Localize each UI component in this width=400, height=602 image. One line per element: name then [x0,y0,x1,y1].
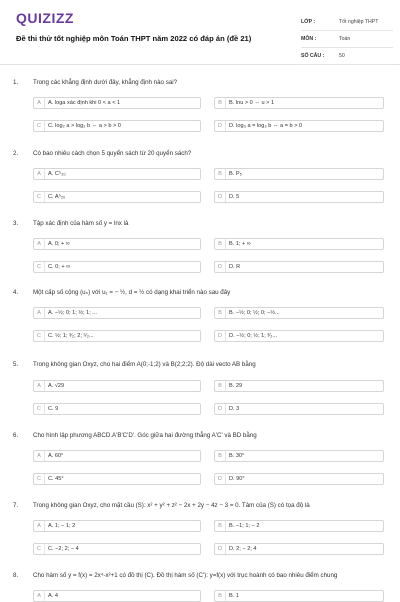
option-letter: B [215,521,226,531]
question-text: Có bao nhiêu cách chọn 5 quyển sách từ 20 quyển sách? [33,150,192,157]
option-a[interactable] [33,380,201,392]
option-letter: C [34,262,45,272]
option-d[interactable] [214,543,384,555]
question-text: Trong không gian Oxyz, cho hai điểm A(0;-1;2) và B(2;2;2). Độ dài vecto AB bằng [33,361,256,368]
question-number: 7. [13,502,19,509]
option-d[interactable] [214,261,384,273]
option-b[interactable] [214,168,384,180]
option-letter: D [215,121,226,131]
worksheet-title: Đề thi thử tốt nghiệp môn Toán THPT năm 2022 có đáp án (đề 21) [16,34,252,43]
option-text: D. 2; − 2; 4 [229,546,257,552]
option-letter: D [215,544,226,554]
option-a[interactable] [33,590,201,602]
option-letter: D [215,262,226,272]
option-letter: A [34,169,45,179]
option-c[interactable] [33,120,201,132]
option-text: A. 60° [48,453,64,459]
question-text: Trong các khẳng định dưới đây, khẳng định nào sai? [33,79,178,86]
option-text: B. lnu > 0 ⇔ u > 1 [229,100,275,106]
option-text: A. loga xác định khi 0 < a < 1 [48,100,121,106]
option-letter: B [215,591,226,601]
meta-row-subject [301,31,393,48]
option-text: B. P₅ [229,171,242,177]
option-text: C. A⁵₂₀ [48,194,66,200]
option-text: D. 5 [229,194,240,200]
option-c[interactable] [33,261,201,273]
option-letter: D [215,331,226,341]
option-d[interactable] [214,330,384,342]
option-text: D. log₃ a = log₃ b ⇔ a = b > 0 [229,123,303,129]
option-d[interactable] [214,403,384,415]
question-number: 6. [13,432,19,439]
option-b[interactable] [214,238,384,250]
question-text: Cho hàm số y = f(x) = 2x⁴-x²+1 có đồ thị (C). Đồ thị hàm số (C'): y=f(x) với trục hoành có bao nhiêu điểm chung [33,572,338,579]
meta-value: 50 [339,53,345,59]
meta-row-count [301,48,393,65]
option-letter: C [34,544,45,554]
option-text: C. log₂ a > log₂ b ⇔ a > b > 0 [48,123,121,129]
option-letter: A [34,591,45,601]
option-a[interactable] [33,520,201,532]
option-text: C. −2; 2; − 4 [48,546,79,552]
option-letter: A [34,98,45,108]
question-number: 5. [13,361,19,368]
option-text: C. 9 [48,406,59,412]
option-text: D. −½; 0; ½; 1; ³⁄₂... [229,333,278,339]
option-text: A. 0; + ∞ [48,241,70,247]
option-letter: D [215,404,226,414]
option-a[interactable] [33,168,201,180]
option-b[interactable] [214,307,384,319]
option-letter: C [34,404,45,414]
option-text: B. 1 [229,593,239,599]
worksheet-header [0,0,400,65]
option-letter: D [215,192,226,202]
option-text: A. C⁵₂₀ [48,171,66,177]
option-a[interactable] [33,97,201,109]
option-letter: A [34,451,45,461]
meta-label: LỚP : [301,19,316,25]
option-letter: D [215,474,226,484]
option-letter: B [215,169,226,179]
option-letter: B [215,381,226,391]
option-b[interactable] [214,520,384,532]
option-letter: C [34,474,45,484]
option-letter: C [34,331,45,341]
option-b[interactable] [214,97,384,109]
option-letter: A [34,239,45,249]
option-letter: B [215,239,226,249]
option-text: B. 29 [229,383,243,389]
option-letter: C [34,192,45,202]
option-d[interactable] [214,191,384,203]
option-letter: B [215,308,226,318]
question-text: Tập xác định của hàm số y = lnx là [33,220,129,227]
quizizz-logo: QUIZIZZ [16,10,74,26]
option-text: B. 1; + ∞ [229,241,251,247]
question-text: Cho hình lập phương ABCD.A'B'C'D'. Góc giữa hai đường thẳng A'C' và BD bằng [33,432,257,439]
question-number: 2. [13,150,19,157]
meta-value: Tốt nghiệp THPT [339,19,379,25]
question-number: 3. [13,220,19,227]
option-letter: A [34,381,45,391]
meta-label: MÔN : [301,36,317,42]
option-text: C. 0; + ∞ [48,264,71,270]
option-text: B. −½; 0; ½; 0; −½... [229,310,280,316]
question-text: Một cấp số cộng (uₙ) với u₁ = − ½, d = ½ có dạng khai triển nào sau đây [33,289,231,296]
option-c[interactable] [33,543,201,555]
option-text: A. 1; − 1; 2 [48,523,76,529]
option-letter: B [215,98,226,108]
option-letter: B [215,451,226,461]
question-text: Trong không gian Oxyz, cho mặt cầu (S): x² + y² + z² − 2x + 2y − 4z − 3 = 0. Tâm của (S) có tọa độ là [33,502,310,509]
option-letter: C [34,121,45,131]
option-a[interactable] [33,450,201,462]
option-b[interactable] [214,590,384,602]
option-text: A. √29 [48,383,65,389]
option-letter: A [34,521,45,531]
option-a[interactable] [33,238,201,250]
option-b[interactable] [214,380,384,392]
option-text: B. −1; 1; − 2 [229,523,260,529]
option-d[interactable] [214,120,384,132]
question-number: 4. [13,289,19,296]
option-c[interactable] [33,330,201,342]
option-text: A. 4 [48,593,58,599]
option-text: D. R [229,264,241,270]
question-number: 8. [13,572,19,579]
meta-label: SỐ CÂU : [301,53,325,59]
option-text: C. ½; 1; ³⁄₂; 2; ⁵⁄₂... [48,333,94,339]
option-text: D. 3 [229,406,240,412]
worksheet-meta [301,14,393,65]
option-text: D. 90° [229,476,245,482]
meta-row-class [301,14,393,31]
option-text: B. 30° [229,453,245,459]
meta-value: Toán [339,36,351,42]
option-letter: A [34,308,45,318]
option-a[interactable] [33,307,201,319]
option-text: A. −½; 0; 1; ½; 1; ... [48,310,97,316]
option-b[interactable] [214,450,384,462]
option-text: C. 45° [48,476,64,482]
option-c[interactable] [33,191,201,203]
option-c[interactable] [33,403,201,415]
question-number: 1. [13,79,19,86]
option-d[interactable] [214,473,384,485]
option-c[interactable] [33,473,201,485]
